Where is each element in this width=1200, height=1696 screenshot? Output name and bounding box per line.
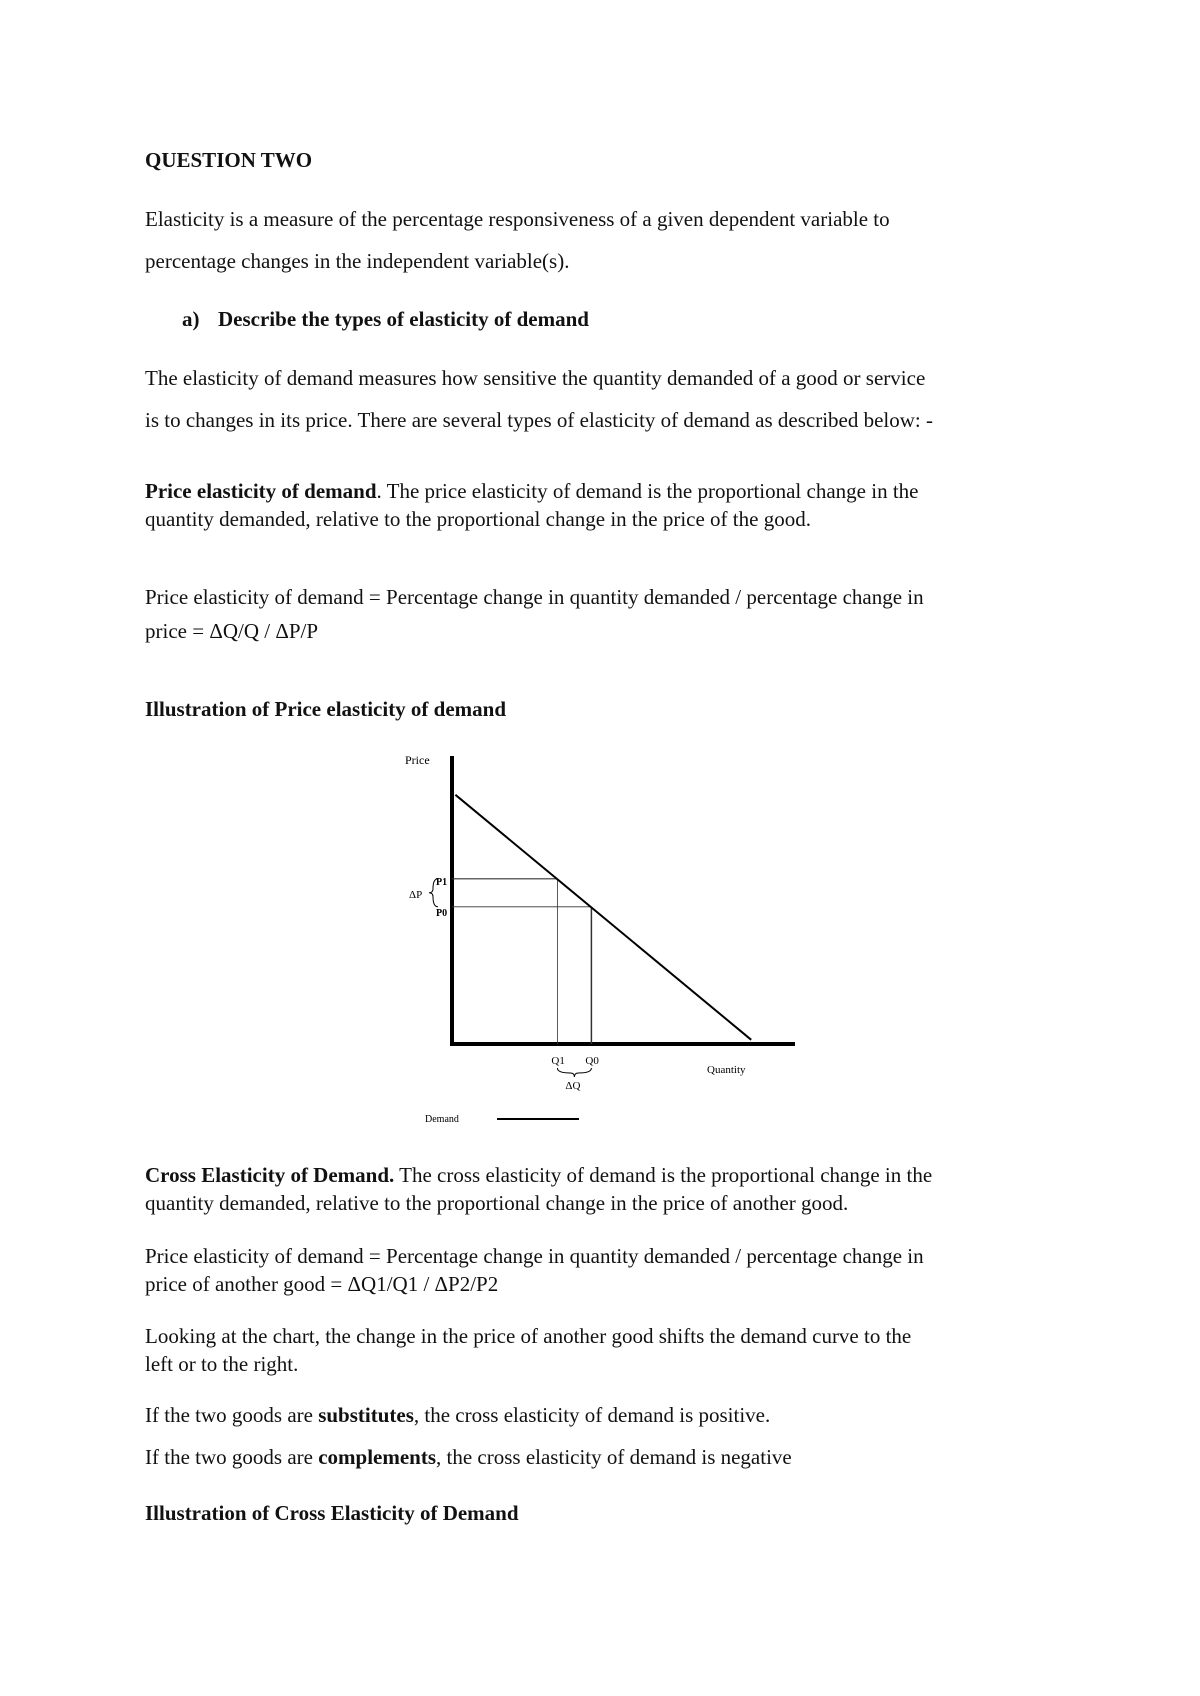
complements-prefix: If the two goods are: [145, 1445, 319, 1469]
complements-suffix: , the cross elasticity of demand is negative: [436, 1445, 792, 1469]
price-label-p0: P0: [436, 907, 448, 919]
substitutes-term: substitutes: [318, 1403, 414, 1427]
delta-q-label: ΔQ: [565, 1080, 581, 1092]
quantity-label-q1: Q1: [551, 1055, 565, 1067]
chart-note-line-2: left or to the right.: [145, 1352, 299, 1376]
intro-line-1: Elasticity is a measure of the percentage responsiveness of a given dependent variable to: [145, 207, 890, 231]
intro-line-2: percentage changes in the independent variable(s).: [145, 249, 570, 273]
cross-definition-paragraph: [145, 1161, 1065, 1217]
cross-formula-paragraph: [145, 1242, 1065, 1298]
ped-formula-line-1: Price elasticity of demand = Percentage change in quantity demanded / percentage change in: [145, 585, 924, 609]
part-a-heading: Describe the types of elasticity of demand: [218, 307, 589, 331]
chart-note-line-1: Looking at the chart, the change in the price of another good shifts the demand curve to the: [145, 1324, 912, 1348]
complements-term: complements: [318, 1445, 437, 1469]
price-elasticity-chart: [395, 742, 835, 1132]
cross-illustration-heading: Illustration of Cross Elasticity of Demand: [145, 1501, 519, 1525]
y-axis-label: Price: [405, 753, 430, 767]
ped-definition-line-1: [145, 477, 1065, 505]
quantity-label-q0: Q0: [585, 1055, 599, 1067]
ped-formula-line-2: price = ΔQ/Q / ΔP/P: [145, 619, 319, 643]
chart-note-paragraph: [145, 1322, 1065, 1378]
overview-line-1: The elasticity of demand measures how sensitive the quantity demanded of a good or service: [145, 366, 926, 390]
cross-definition-text: The cross elasticity of demand is the proportional change in the: [394, 1163, 933, 1187]
substitutes-suffix: , the cross elasticity of demand is positive.: [413, 1403, 771, 1427]
demand-curve-1: [455, 795, 751, 1040]
part-a-marker: a): [182, 307, 200, 331]
price-label-p1: P1: [436, 876, 448, 888]
overview-paragraph: [145, 357, 1065, 441]
legend-label: Demand: [425, 1114, 459, 1125]
question-title: QUESTION TWO: [145, 148, 313, 172]
cross-term: Cross Elasticity of Demand.: [145, 1163, 395, 1187]
delta-p-label: ΔP: [409, 888, 423, 901]
ped-formula-paragraph: [145, 580, 1065, 648]
ped-term: Price elasticity of demand: [145, 479, 377, 503]
ped-definition-text: . The price elasticity of demand is the proportional change in the: [376, 479, 919, 503]
cross-formula-line-2: price of another good = ΔQ1/Q1 / ΔP2/P2: [145, 1272, 499, 1296]
intro-paragraph: [145, 198, 1065, 282]
cross-definition-line-1: [145, 1161, 1065, 1189]
cross-formula-line-1: Price elasticity of demand = Percentage change in quantity demanded / percentage change in: [145, 1244, 924, 1268]
complements-sentence: [145, 1443, 1065, 1471]
ped-definition-line-2: quantity demanded, relative to the proportional change in the price of the good.: [145, 507, 811, 531]
delta-q-brace: [557, 1068, 591, 1077]
part-a-heading-row: [182, 298, 589, 340]
overview-line-2: is to changes in its price. There are several types of elasticity of demand as described below: -: [145, 408, 934, 432]
x-axis-label: Quantity: [707, 1064, 746, 1076]
cross-definition-line-2: quantity demanded, relative to the proportional change in the price of another good.: [145, 1191, 849, 1215]
substitutes-prefix: If the two goods are: [145, 1403, 319, 1427]
substitutes-sentence: [145, 1401, 1065, 1429]
ped-illustration-heading: Illustration of Price elasticity of demand: [145, 697, 507, 721]
ped-definition-paragraph: [145, 477, 1065, 533]
